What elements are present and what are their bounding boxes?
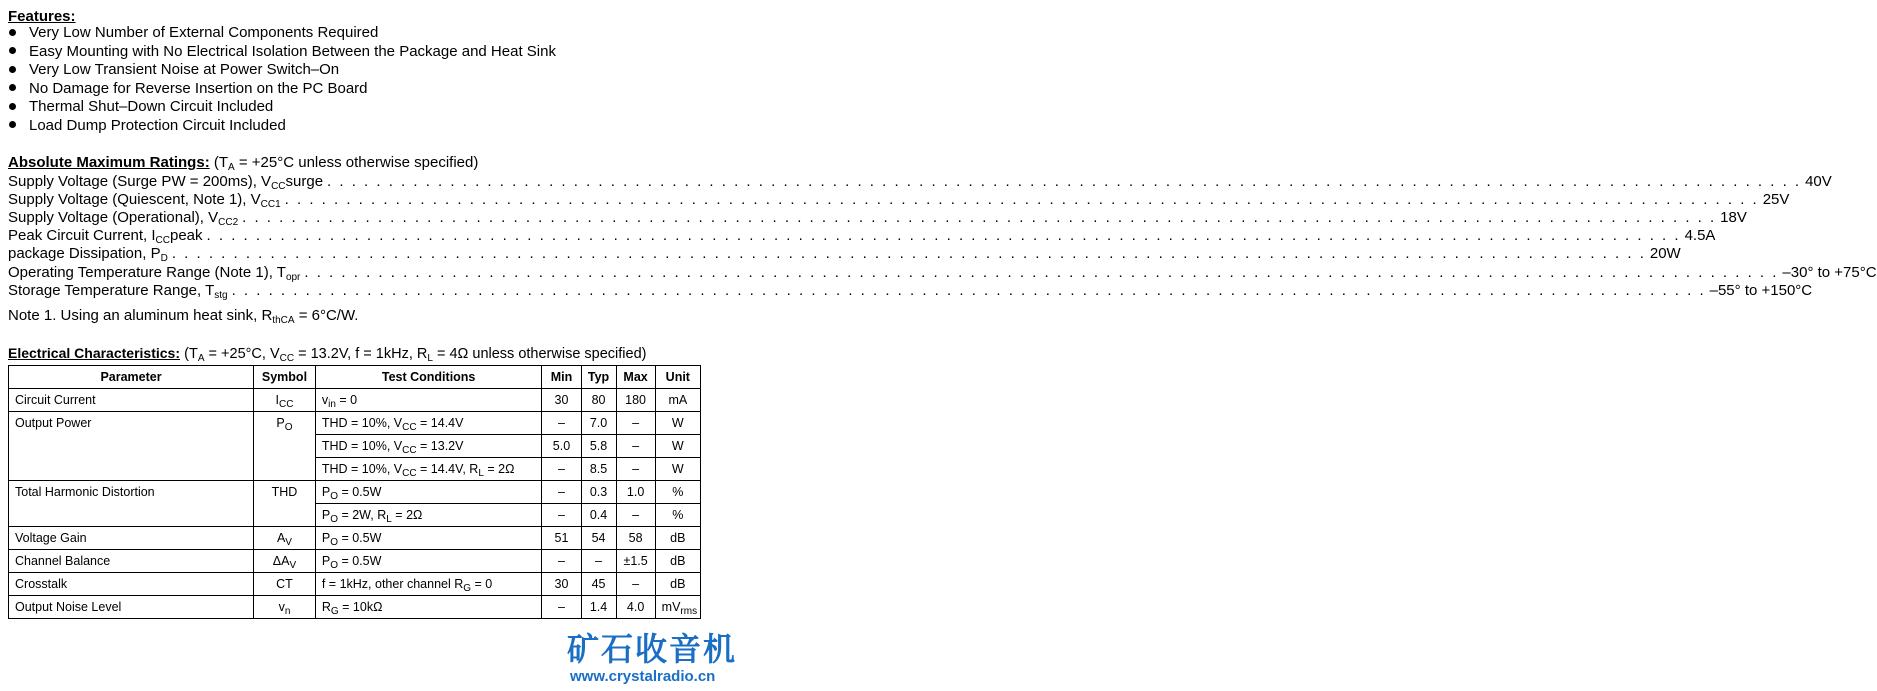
leader-dots: . . . . . . . . . . . . . . . . . . . . . . . . . . . . . . . . . . . . . . . . . . . . . . . . . . . . . . . . . . . . . . . . . . . . . . . . . . . . . . . . . . . . . . . . . . . . . . . . . . . . . . . . . . . . . . . . . . . . . . . . xyxy=(242,209,1717,226)
rating-value: –55° to +150°C xyxy=(1709,282,1813,299)
unit-cell: mA xyxy=(655,389,700,412)
min-cell: 30 xyxy=(542,573,581,596)
condition-cell: $P_O = 2W$, $R_L = 2\Omega$ xyxy=(315,504,542,527)
bullet-icon xyxy=(9,29,16,36)
max-cell: – xyxy=(616,458,655,481)
condition-cell: THD = 10%, $V_{CC} = 14.4V$ xyxy=(315,412,542,435)
typ-cell: 0.3 xyxy=(581,481,616,504)
typ-cell: – xyxy=(581,550,616,573)
condition-cell: THD = 10%, $V_{CC} = 14.4V$, $R_L = 2\Omega$ xyxy=(315,458,542,481)
table-row xyxy=(9,504,701,527)
rating-row xyxy=(8,282,1813,301)
table-row xyxy=(9,550,701,573)
param-cell: Circuit Current xyxy=(9,389,254,412)
rating-row xyxy=(8,191,1790,210)
typ-cell: 1.4 xyxy=(581,596,616,619)
min-cell: – xyxy=(542,481,581,504)
param-cell: Voltage Gain xyxy=(9,527,254,550)
feature-item: Easy Mounting with No Electrical Isolation Between the Package and Heat Sink xyxy=(8,43,556,62)
elec-heading-line xyxy=(8,344,646,363)
typ-cell: 80 xyxy=(581,389,616,412)
max-cell: – xyxy=(616,435,655,458)
rating-row xyxy=(8,264,1877,283)
condition-cell: $R_G = 10k\Omega$ xyxy=(315,596,542,619)
rating-row xyxy=(8,173,1832,192)
rating-label: Peak Circuit Current, $I_{CC}peak$ xyxy=(8,227,203,246)
rating-row xyxy=(8,209,1747,228)
typ-cell: 45 xyxy=(581,573,616,596)
unit-cell: $mV_{rms}$ xyxy=(655,596,700,619)
feature-item: Very Low Number of External Components Required xyxy=(8,24,556,43)
leader-dots: . . . . . . . . . . . . . . . . . . . . . . . . . . . . . . . . . . . . . . . . . . . . . . . . . . . . . . . . . . . . . . . . . . . . . . . . . . . . . . . . . . . . . . . . . . . . . . . . . . . . . . . . . . . . . . . . . . . . . . . . xyxy=(304,264,1779,281)
abs-max-note: Note 1. Using an aluminum heat sink, $R_{thCA} = 6^\circ C/W$. xyxy=(8,307,359,326)
condition-cell: THD = 10%, $V_{CC} = 13.2V$ xyxy=(315,435,542,458)
rating-value: 20W xyxy=(1649,245,1681,262)
max-cell: – xyxy=(616,504,655,527)
max-cell: 4.0 xyxy=(616,596,655,619)
abs-max-heading: Absolute Maximum Ratings: xyxy=(8,154,210,171)
elec-condition: ($T_A = +25^\circ C$, $V_{CC} = 13.2V$, f = 1kHz, $R_L = 4\Omega$ unless otherwise specified) xyxy=(184,346,647,364)
typ-cell: 54 xyxy=(581,527,616,550)
features-heading: Features: xyxy=(8,8,76,25)
rating-label: Supply Voltage (Operational), $V_{CC2}$ xyxy=(8,209,239,228)
symbol-cell: $\Delta A_V$ xyxy=(254,550,316,573)
column-header: Typ xyxy=(581,366,616,389)
abs-max-condition: ($T_A = +25^\circ C$ unless otherwise specified) xyxy=(213,154,479,173)
param-cell: Crosstalk xyxy=(9,573,254,596)
condition-cell: $P_O = 0.5W$ xyxy=(315,481,542,504)
unit-cell: W xyxy=(655,435,700,458)
leader-dots: . . . . . . . . . . . . . . . . . . . . . . . . . . . . . . . . . . . . . . . . . . . . . . . . . . . . . . . . . . . . . . . . . . . . . . . . . . . . . . . . . . . . . . . . . . . . . . . . . . . . . . . . . . . . . . . . . . . . . . . . xyxy=(171,245,1646,262)
typ-cell: 7.0 xyxy=(581,412,616,435)
condition-cell: f = 1kHz, other channel $R_G = 0$ xyxy=(315,573,542,596)
bullet-icon xyxy=(9,84,16,91)
rating-value: 25V xyxy=(1762,191,1790,208)
leader-dots: . . . . . . . . . . . . . . . . . . . . . . . . . . . . . . . . . . . . . . . . . . . . . . . . . . . . . . . . . . . . . . . . . . . . . . . . . . . . . . . . . . . . . . . . . . . . . . . . . . . . . . . . . . . . . . . . . . . . . . . . xyxy=(231,282,1706,299)
column-header: Parameter xyxy=(9,366,254,389)
table-row xyxy=(9,458,701,481)
table-header-row xyxy=(9,366,701,389)
table-row xyxy=(9,596,701,619)
max-cell: 58 xyxy=(616,527,655,550)
electrical-characteristics-table xyxy=(8,365,701,619)
symbol-cell: $A_V$ xyxy=(254,527,316,550)
symbol-cell: $I_{CC}$ xyxy=(254,389,316,412)
leader-dots: . . . . . . . . . . . . . . . . . . . . . . . . . . . . . . . . . . . . . . . . . . . . . . . . . . . . . . . . . . . . . . . . . . . . . . . . . . . . . . . . . . . . . . . . . . . . . . . . . . . . . . . . . . . . . . . . . . . . . . . . xyxy=(284,191,1759,208)
symbol-cell xyxy=(254,458,316,481)
typ-cell: 8.5 xyxy=(581,458,616,481)
column-header: Unit xyxy=(655,366,700,389)
param-cell xyxy=(9,458,254,481)
unit-cell: W xyxy=(655,412,700,435)
table-row xyxy=(9,481,701,504)
rating-label: Supply Voltage (Quiescent, Note 1), $V_{CC1}$ xyxy=(8,191,281,210)
unit-cell: dB xyxy=(655,573,700,596)
table-row xyxy=(9,412,701,435)
abs-max-heading-line xyxy=(8,154,478,172)
param-cell: Output Power xyxy=(9,412,254,435)
column-header: Max xyxy=(616,366,655,389)
symbol-cell: $v_n$ xyxy=(254,596,316,619)
column-header: Min xyxy=(542,366,581,389)
max-cell: 1.0 xyxy=(616,481,655,504)
leader-dots: . . . . . . . . . . . . . . . . . . . . . . . . . . . . . . . . . . . . . . . . . . . . . . . . . . . . . . . . . . . . . . . . . . . . . . . . . . . . . . . . . . . . . . . . . . . . . . . . . . . . . . . . . . . . . . . . . . . . . . . . xyxy=(327,173,1802,190)
min-cell: – xyxy=(542,504,581,527)
min-cell: – xyxy=(542,596,581,619)
column-header: Test Conditions xyxy=(315,366,542,389)
watermark-url: www.crystalradio.cn xyxy=(570,668,716,685)
elec-heading: Electrical Characteristics: xyxy=(8,345,180,361)
table-row xyxy=(9,435,701,458)
unit-cell: % xyxy=(655,504,700,527)
rating-label: Operating Temperature Range (Note 1), $T_{opr}$ xyxy=(8,264,301,283)
symbol-cell: CT xyxy=(254,573,316,596)
rating-label: Supply Voltage (Surge PW = 200ms), $V_{CC}surge$ xyxy=(8,173,324,192)
table-row xyxy=(9,389,701,412)
typ-cell: 0.4 xyxy=(581,504,616,527)
table-row xyxy=(9,527,701,550)
rating-row xyxy=(8,245,1681,264)
min-cell: – xyxy=(542,550,581,573)
max-cell: – xyxy=(616,412,655,435)
unit-cell: W xyxy=(655,458,700,481)
rating-label: package Dissipation, $P_D$ xyxy=(8,245,168,264)
max-cell: ±1.5 xyxy=(616,550,655,573)
rating-label: Storage Temperature Range, $T_{stg}$ xyxy=(8,282,228,301)
max-cell: – xyxy=(616,573,655,596)
symbol-cell xyxy=(254,504,316,527)
unit-cell: dB xyxy=(655,550,700,573)
feature-item: Load Dump Protection Circuit Included xyxy=(8,117,556,136)
param-cell: Output Noise Level xyxy=(9,596,254,619)
bullet-icon xyxy=(9,121,16,128)
feature-item: No Damage for Reverse Insertion on the PC Board xyxy=(8,80,556,99)
rating-value: 40V xyxy=(1805,173,1832,190)
param-cell xyxy=(9,435,254,458)
leader-dots: . . . . . . . . . . . . . . . . . . . . . . . . . . . . . . . . . . . . . . . . . . . . . . . . . . . . . . . . . . . . . . . . . . . . . . . . . . . . . . . . . . . . . . . . . . . . . . . . . . . . . . . . . . . . . . . . . . . . . . . . xyxy=(206,227,1681,244)
max-cell: 180 xyxy=(616,389,655,412)
min-cell: – xyxy=(542,412,581,435)
rating-row xyxy=(8,227,1716,246)
param-cell: Total Harmonic Distortion xyxy=(9,481,254,504)
watermark-logo: 矿石收音机 xyxy=(567,631,738,667)
unit-cell: dB xyxy=(655,527,700,550)
bullet-icon xyxy=(9,103,16,110)
unit-cell: % xyxy=(655,481,700,504)
condition-cell: $P_O = 0.5W$ xyxy=(315,550,542,573)
param-cell xyxy=(9,504,254,527)
symbol-cell xyxy=(254,435,316,458)
bullet-icon xyxy=(9,66,16,73)
min-cell: 5.0 xyxy=(542,435,581,458)
table-row xyxy=(9,573,701,596)
rating-value: 18V xyxy=(1720,209,1747,226)
bullet-icon xyxy=(9,47,16,54)
min-cell: 30 xyxy=(542,389,581,412)
feature-item: Very Low Transient Noise at Power Switch–On xyxy=(8,61,556,80)
condition-cell: $P_O = 0.5W$ xyxy=(315,527,542,550)
param-cell: Channel Balance xyxy=(9,550,254,573)
column-header: Symbol xyxy=(254,366,316,389)
symbol-cell: THD xyxy=(254,481,316,504)
rating-value: –30° to +75°C xyxy=(1782,264,1877,281)
min-cell: – xyxy=(542,458,581,481)
rating-value: 4.5A xyxy=(1684,227,1716,244)
typ-cell: 5.8 xyxy=(581,435,616,458)
condition-cell: $v_{in} = 0$ xyxy=(315,389,542,412)
symbol-cell: $P_O$ xyxy=(254,412,316,435)
min-cell: 51 xyxy=(542,527,581,550)
features-list xyxy=(8,24,556,135)
feature-item: Thermal Shut–Down Circuit Included xyxy=(8,98,556,117)
